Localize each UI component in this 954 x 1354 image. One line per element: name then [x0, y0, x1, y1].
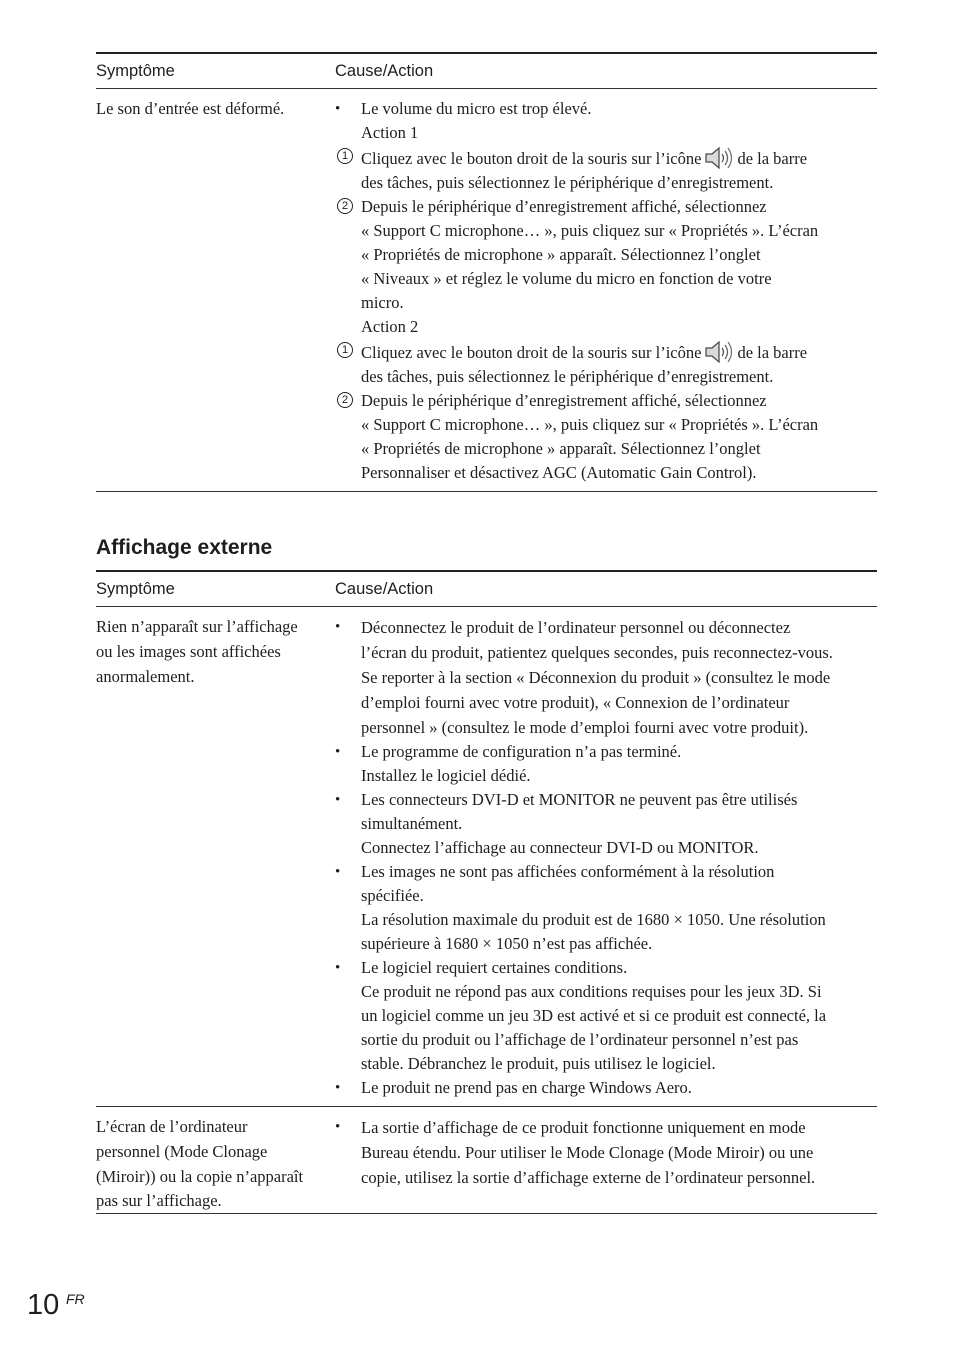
header-cause-action: Cause/Action: [335, 580, 434, 598]
symptom-text: anormalement.: [96, 666, 195, 686]
page-language: FR: [66, 1291, 85, 1307]
bullet-text: Connectez l’affichage au connecteur DVI-D ou MONITOR.: [361, 838, 759, 857]
bullet-text: l’écran du produit, patientez quelques secondes, puis reconnectez-vous.: [361, 643, 833, 662]
bullet-text: • Déconnectez le produit de l’ordinateur personnel ou déconnectez: [361, 618, 791, 637]
symptom-cell: [96, 1115, 326, 1214]
section-heading: Affichage externe: [96, 536, 273, 559]
action-2-label: Action 2: [361, 317, 419, 336]
action-2-step-1: [337, 339, 877, 389]
symptom-text: L’écran de l’ordinateur: [96, 1117, 248, 1136]
symptom-text: Rien n’apparaît sur l’affichage: [96, 617, 298, 636]
step-text: des tâches, puis sélectionnez le périphérique d’enregistrement.: [361, 173, 774, 192]
bullet-item: [361, 860, 877, 956]
step-text: « Propriétés de microphone » apparaît. Sélectionnez l’onglet: [361, 439, 761, 458]
bullet-text: personnel » (consultez le mode d’emploi fourni avec votre produit).: [361, 718, 809, 737]
step-text: « Support C microphone… », puis cliquez sur « Propriétés ». L’écran: [361, 415, 819, 434]
header-symptom: Symptôme: [96, 62, 175, 80]
symptom-cell: [96, 615, 326, 689]
table-external-display: [96, 570, 877, 1214]
symptom-text: (Miroir)) ou la copie n’apparaît: [96, 1166, 304, 1186]
bullet-text: stable. Débranchez le produit, puis utilisez le logiciel.: [361, 1054, 716, 1073]
symptom-cell: Le son d’entrée est déformé.: [96, 99, 285, 118]
bullet-text: • Les images ne sont pas affichées conformément à la résolution: [361, 862, 775, 881]
symptom-text: ou les images sont affichées: [96, 641, 281, 661]
step-number-1: 1: [337, 148, 353, 164]
action-1-label: Action 1: [361, 123, 419, 142]
bullet-text: • Le produit ne prend pas en charge Windows Aero.: [361, 1078, 692, 1097]
step-number-2: 2: [337, 198, 353, 214]
step-number-1: 1: [337, 342, 353, 358]
page-number: 10: [27, 1289, 60, 1321]
step-text: « Niveaux » et réglez le volume du micro en fonction de votre: [361, 269, 772, 288]
bullet-item: [361, 740, 877, 788]
cause-cell: [341, 89, 877, 491]
step-text: de la barre: [737, 343, 808, 362]
table-header: [96, 52, 877, 89]
bullet-text: spécifiée.: [361, 886, 424, 905]
bullet-item: [361, 956, 877, 1076]
symptom-text: pas sur l’affichage.: [96, 1191, 222, 1211]
step-text: Cliquez avec le bouton droit de la souris sur l’icône: [361, 149, 702, 168]
bullet-text: La résolution maximale du produit est de 1680 × 1050. Une résolution: [361, 910, 826, 929]
header-cause-action: Cause/Action: [335, 62, 434, 80]
step-text: Depuis le périphérique d’enregistrement affiché, sélectionnez: [361, 197, 767, 216]
action-1-step-2: [337, 195, 877, 315]
cause-cell: [361, 607, 877, 1106]
table-header: [96, 570, 877, 607]
symptom-text: personnel (Mode Clonage: [96, 1141, 268, 1161]
step-number-2: 2: [337, 392, 353, 408]
table-row: [96, 607, 877, 1107]
bullet-item: [361, 1076, 877, 1100]
bullet-text: d’emploi fourni avec votre produit), « Connexion de l’ordinateur: [361, 693, 790, 712]
speaker-icon: [703, 339, 735, 365]
step-text: micro.: [361, 293, 404, 312]
bullet-item: [361, 788, 877, 860]
bullet-text: un logiciel comme un jeu 3D est activé et si ce produit est connecté, la: [361, 1006, 827, 1025]
action-1-step-1: [337, 145, 877, 195]
speaker-icon: [703, 145, 735, 171]
action-2-step-2: [337, 389, 877, 485]
bullet-text: Installez le logiciel dédié.: [361, 766, 531, 785]
bullet-item: [341, 97, 877, 485]
bullet-item: [361, 615, 877, 740]
bullet-text: Bureau étendu. Pour utiliser le Mode Clonage (Mode Miroir) ou une: [361, 1143, 814, 1162]
step-text: des tâches, puis sélectionnez le périphérique d’enregistrement.: [361, 367, 774, 386]
step-text: Personnaliser et désactivez AGC (Automatic Gain Control).: [361, 463, 757, 482]
header-symptom: Symptôme: [96, 580, 175, 598]
bullet-text: • Le volume du micro est trop élevé.: [361, 99, 592, 118]
step-text: « Propriétés de microphone » apparaît. Sélectionnez l’onglet: [361, 245, 761, 264]
step-text: Depuis le périphérique d’enregistrement affiché, sélectionnez: [361, 391, 767, 410]
step-text: Cliquez avec le bouton droit de la souris sur l’icône: [361, 343, 702, 362]
bullet-text: • Les connecteurs DVI-D et MONITOR ne peuvent pas être utilisés: [361, 790, 798, 809]
bullet-text: • Le programme de configuration n’a pas terminé.: [361, 742, 682, 761]
table-row: [96, 1107, 877, 1214]
table-row: [96, 89, 877, 492]
step-text: « Support C microphone… », puis cliquez sur « Propriétés ». L’écran: [361, 221, 819, 240]
bullet-text: Se reporter à la section « Déconnexion du produit » (consultez le mode: [361, 668, 831, 687]
bullet-text: supérieure à 1680 × 1050 n’est pas affichée.: [361, 934, 653, 953]
bullet-item: [361, 1115, 877, 1190]
step-text: de la barre: [737, 149, 808, 168]
bullet-text: Ce produit ne répond pas aux conditions requises pour les jeux 3D. Si: [361, 982, 822, 1001]
table-microphone: [96, 52, 877, 492]
bullet-text: copie, utilisez la sortie d’affichage externe de l’ordinateur personnel.: [361, 1168, 816, 1187]
bullet-text: • La sortie d’affichage de ce produit fonctionne uniquement en mode: [361, 1118, 806, 1137]
bullet-text: • Le logiciel requiert certaines conditions.: [361, 958, 628, 977]
bullet-text: sortie du produit ou l’affichage de l’ordinateur personnel n’est pas: [361, 1030, 799, 1049]
bullet-text: simultanément.: [361, 814, 463, 833]
cause-cell: [361, 1107, 877, 1213]
